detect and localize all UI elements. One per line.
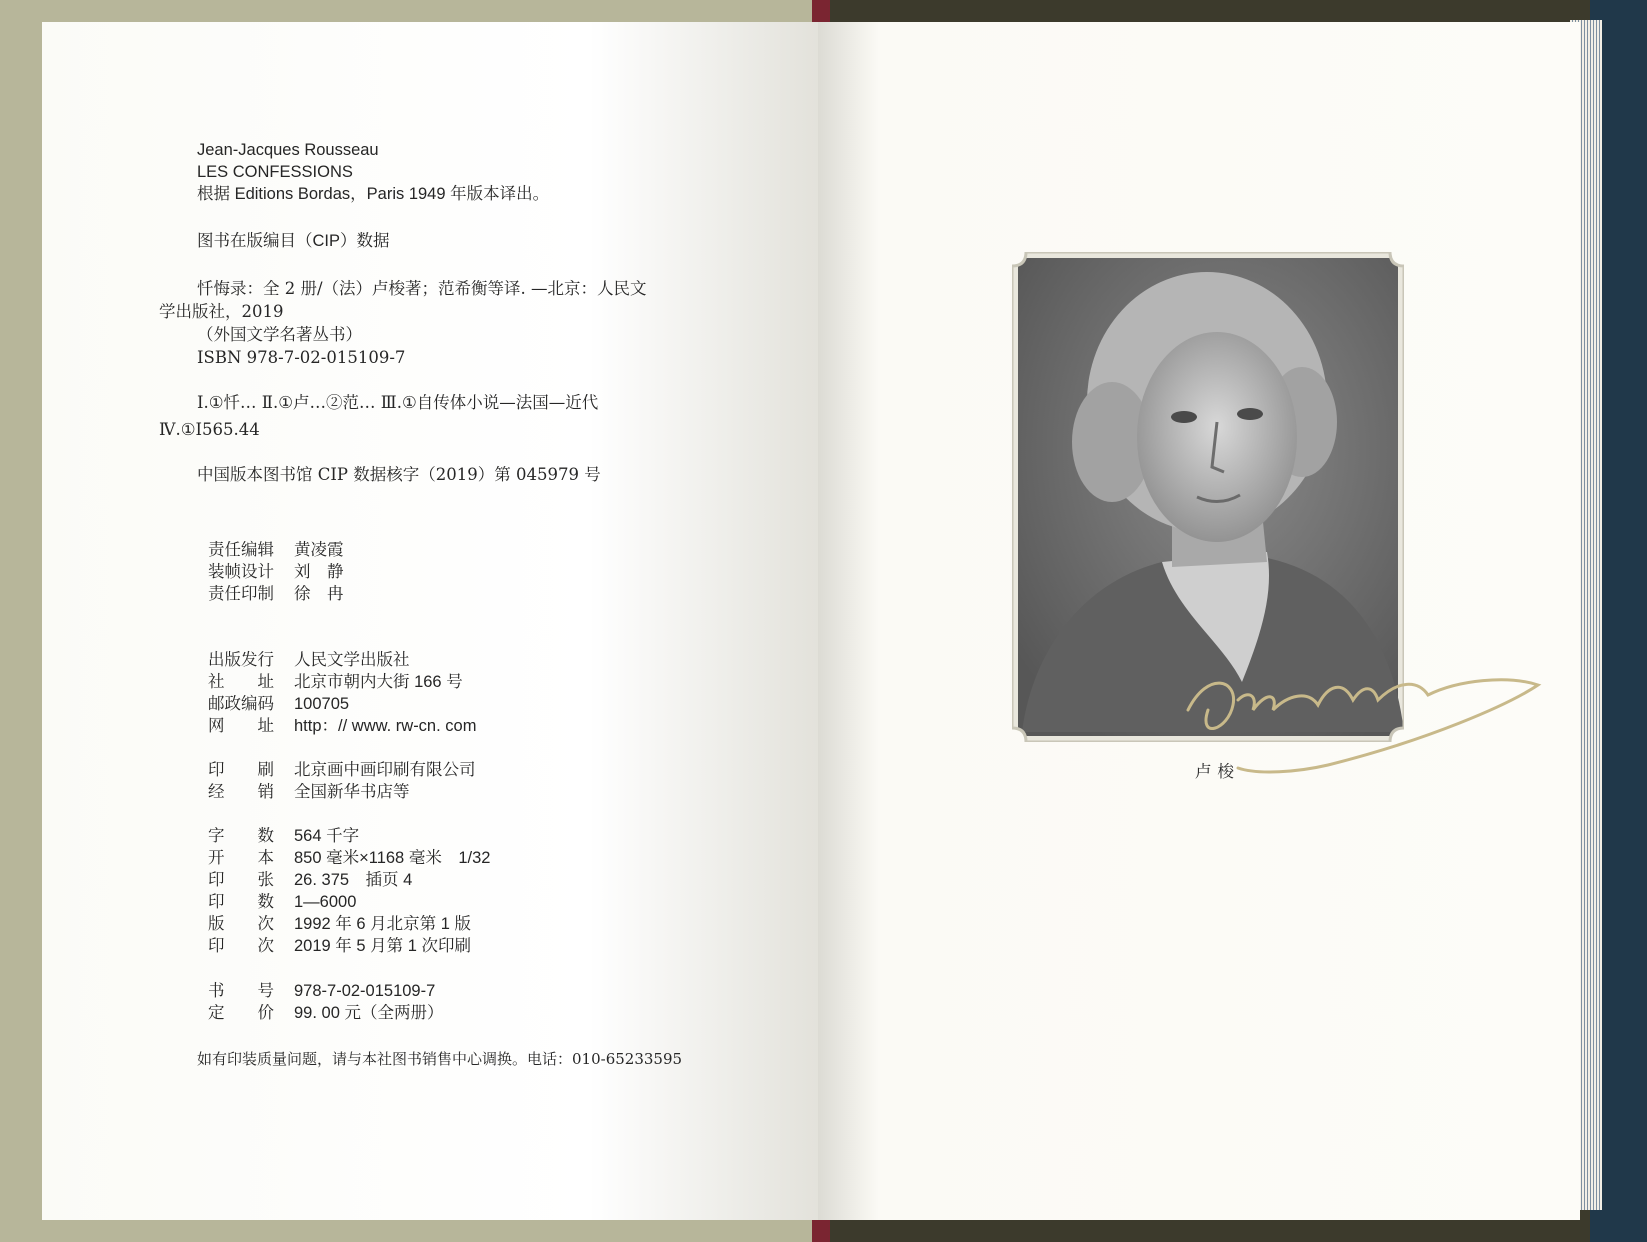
book-code-row: 书 号 978-7-02-015109-7 bbox=[208, 982, 436, 1000]
staff-row: 责任印制 徐 冉 bbox=[208, 585, 344, 603]
printing-row: 经 销 全国新华书店等 bbox=[208, 783, 410, 801]
publisher-row: 出版发行 人民文学出版社 bbox=[208, 651, 410, 669]
cip-isbn: ISBN 978-7-02-015109-7 bbox=[197, 348, 406, 367]
cip-series: （外国文学名著丛书） bbox=[197, 325, 362, 344]
spec-row: 版 次 1992 年 6 月北京第 1 版 bbox=[208, 915, 471, 933]
publisher-row: 邮政编码 100705 bbox=[208, 695, 350, 713]
publisher-row: 社 址 北京市朝内大街 166 号 bbox=[208, 673, 463, 691]
classification-line2: Ⅳ.①I565.44 bbox=[159, 420, 260, 439]
spec-row: 印 次 2019 年 5 月第 1 次印刷 bbox=[208, 937, 471, 955]
portrait-caption: 卢梭 bbox=[1195, 762, 1240, 781]
staff-row: 责任编辑 黄凌霞 bbox=[208, 541, 344, 559]
cip-entry-line2: 学出版社，2019 bbox=[159, 302, 284, 321]
cip-heading: 图书在版编目（CIP）数据 bbox=[197, 232, 390, 250]
publisher-row: 网 址 http：// www. rw-cn. com bbox=[208, 717, 477, 735]
original-title: LES CONFESSIONS bbox=[197, 163, 353, 181]
cip-entry-line1: 忏悔录：全 2 册/（法）卢梭著；范希衡等译. —北京：人民文 bbox=[197, 279, 647, 298]
cip-verification: 中国版本图书馆 CIP 数据核字（2019）第 045979 号 bbox=[197, 465, 601, 484]
quality-notice: 如有印装质量问题，请与本社图书销售中心调换。电话：010-65233595 bbox=[197, 1050, 683, 1068]
spec-row: 印 数 1—6000 bbox=[208, 893, 357, 911]
spec-row: 字 数 564 千字 bbox=[208, 827, 360, 845]
printing-row: 印 刷 北京画中画印刷有限公司 bbox=[208, 761, 476, 779]
source-edition: 根据 Editions Bordas，Paris 1949 年版本译出。 bbox=[197, 185, 550, 203]
spec-row: 开 本 850 毫米×1168 毫米 1/32 bbox=[208, 849, 491, 867]
staff-row: 装帧设计 刘 静 bbox=[208, 563, 344, 581]
original-author: Jean-Jacques Rousseau bbox=[197, 141, 379, 159]
spec-row: 印 张 26. 375 插页 4 bbox=[208, 871, 413, 889]
classification-line1: Ⅰ.①忏… Ⅱ.①卢…②范… Ⅲ.①自传体小说—法国—近代 bbox=[197, 393, 599, 412]
book-code-row: 定 价 99. 00 元（全两册） bbox=[208, 1004, 444, 1022]
